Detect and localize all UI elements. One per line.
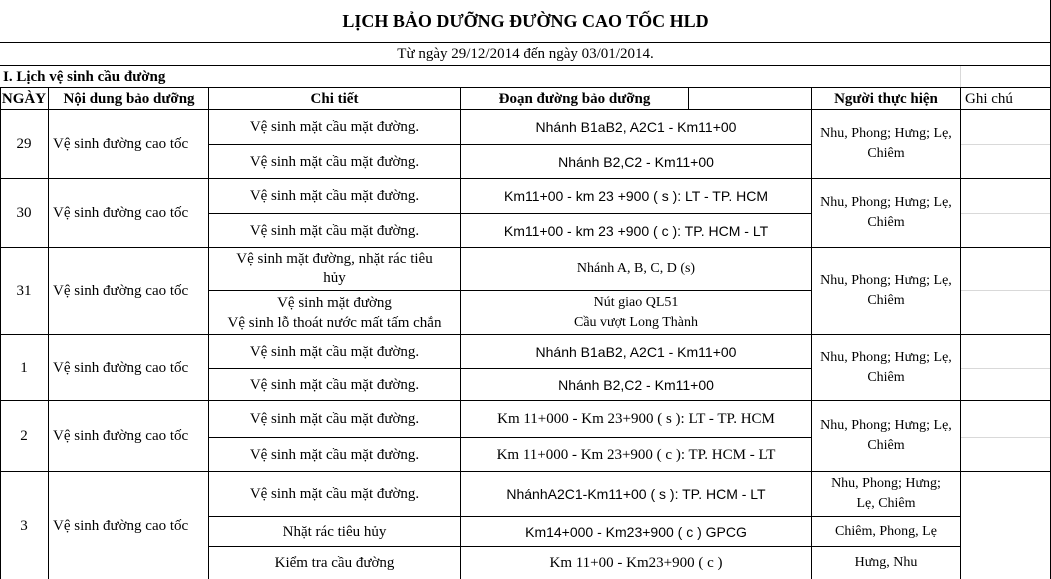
detail-cell: Kiểm tra cầu đường [274, 555, 395, 571]
content-cell: Vệ sinh đường cao tốc [53, 283, 189, 299]
day-cell: 30 [16, 205, 32, 221]
header-ghi-chu: Ghi chú [965, 90, 1013, 107]
detail-cell: Vệ sinh mặt cầu mặt đường. [249, 446, 420, 463]
content-cell: Vệ sinh đường cao tốc [53, 517, 189, 534]
content-cell: Vệ sinh đường cao tốc [53, 205, 189, 221]
header-noi-dung: Nội dung bảo dưỡng [63, 90, 195, 107]
header-ngay: NGÀY [1, 90, 47, 107]
detail-cell: Vệ sinh mặt cầu mặt đường. [249, 188, 420, 204]
staff-cell: Hưng, Nhu [854, 555, 918, 570]
segment-cell: Km 11+000 - Km 23+900 ( c ): TP. HCM - LT [496, 446, 776, 463]
day-cell: 31 [16, 283, 32, 299]
staff-cell: Nhu, Phong; Hưng; Lẹ, Chiêm [820, 195, 952, 230]
detail-cell: Vệ sinh mặt cầu mặt đường. [249, 119, 420, 135]
header-nguoi: Người thực hiện [834, 90, 938, 107]
detail-cell: Vệ sinh mặt cầu mặt đường. [249, 486, 420, 502]
content-cell: Vệ sinh đường cao tốc [53, 359, 189, 376]
sheet-title: LỊCH BẢO DƯỠNG ĐƯỜNG CAO TỐC HLD [342, 11, 709, 31]
segment-cell: Nhánh B1aB2, A2C1 - Km11+00 [535, 343, 737, 360]
content-cell: Vệ sinh đường cao tốc [53, 136, 189, 152]
staff-cell: Nhu, Phong; Hưng; Lẹ, Chiêm [820, 418, 952, 453]
segment-cell: Km 11+00 - Km23+900 ( c ) [549, 555, 723, 571]
header-chi-tiet: Chi tiết [310, 90, 359, 107]
segment-cell: Km11+00 - km 23 +900 ( s ): LT - TP. HCM [503, 188, 769, 204]
detail-cell: Vệ sinh mặt đường Vệ sinh lỗ thoát nước mất tấm chắn [227, 294, 442, 331]
segment-cell: Nhánh B2,C2 - Km11+00 [558, 376, 714, 393]
detail-cell: Vệ sinh mặt cầu mặt đường. [249, 343, 420, 360]
content-cell: Vệ sinh đường cao tốc [53, 428, 189, 444]
detail-cell: Vệ sinh mặt cầu mặt đường. [249, 222, 420, 239]
staff-cell: Nhu, Phong; Hưng; Lẹ, Chiêm [820, 349, 952, 385]
segment-cell: NhánhA2C1-Km11+00 ( s ): TP. HCM - LT [506, 486, 766, 502]
segment-cell: Nhánh B2,C2 - Km11+00 [558, 153, 714, 170]
segment-cell: Nhánh B1aB2, A2C1 - Km11+00 [535, 119, 737, 135]
staff-cell: Nhu, Phong; Hưng; Lẹ, Chiêm [820, 126, 952, 161]
detail-cell: Vệ sinh mặt cầu mặt đường. [249, 376, 420, 393]
segment-cell: Km11+00 - km 23 +900 ( c ): TP. HCM - LT [503, 222, 769, 239]
detail-cell: Vệ sinh mặt cầu mặt đường. [249, 411, 420, 427]
segment-cell: Nút giao QL51 Cầu vượt Long Thành [574, 294, 698, 330]
section-heading: I. Lịch vệ sinh cầu đường [3, 68, 166, 85]
day-cell: 3 [20, 517, 28, 534]
staff-cell: Nhu, Phong; Hưng; Lẹ, Chiêm [820, 273, 952, 308]
segment-cell: Km 11+000 - Km 23+900 ( s ): LT - TP. HCM [497, 411, 775, 427]
segment-cell: Km14+000 - Km23+900 ( c ) GPCG [525, 523, 747, 540]
detail-cell: Nhặt rác tiêu hủy [282, 523, 387, 540]
detail-cell: Vệ sinh mặt cầu mặt đường. [249, 153, 420, 170]
day-cell: 2 [20, 428, 28, 444]
staff-cell: Nhu, Phong; Hưng; Lẹ, Chiêm [831, 476, 941, 511]
day-cell: 1 [20, 359, 28, 376]
segment-cell: Nhánh A, B, C, D (s) [576, 261, 696, 276]
header-doan-duong: Đoạn đường bảo dưỡng [498, 90, 651, 107]
detail-cell: Vệ sinh mặt đường, nhặt rác tiêu hủy [236, 251, 433, 286]
staff-cell: Chiêm, Phong, Lẹ [835, 523, 937, 539]
day-cell: 29 [16, 136, 32, 152]
date-range: Từ ngày 29/12/2014 đến ngày 03/01/2014. [397, 46, 654, 62]
